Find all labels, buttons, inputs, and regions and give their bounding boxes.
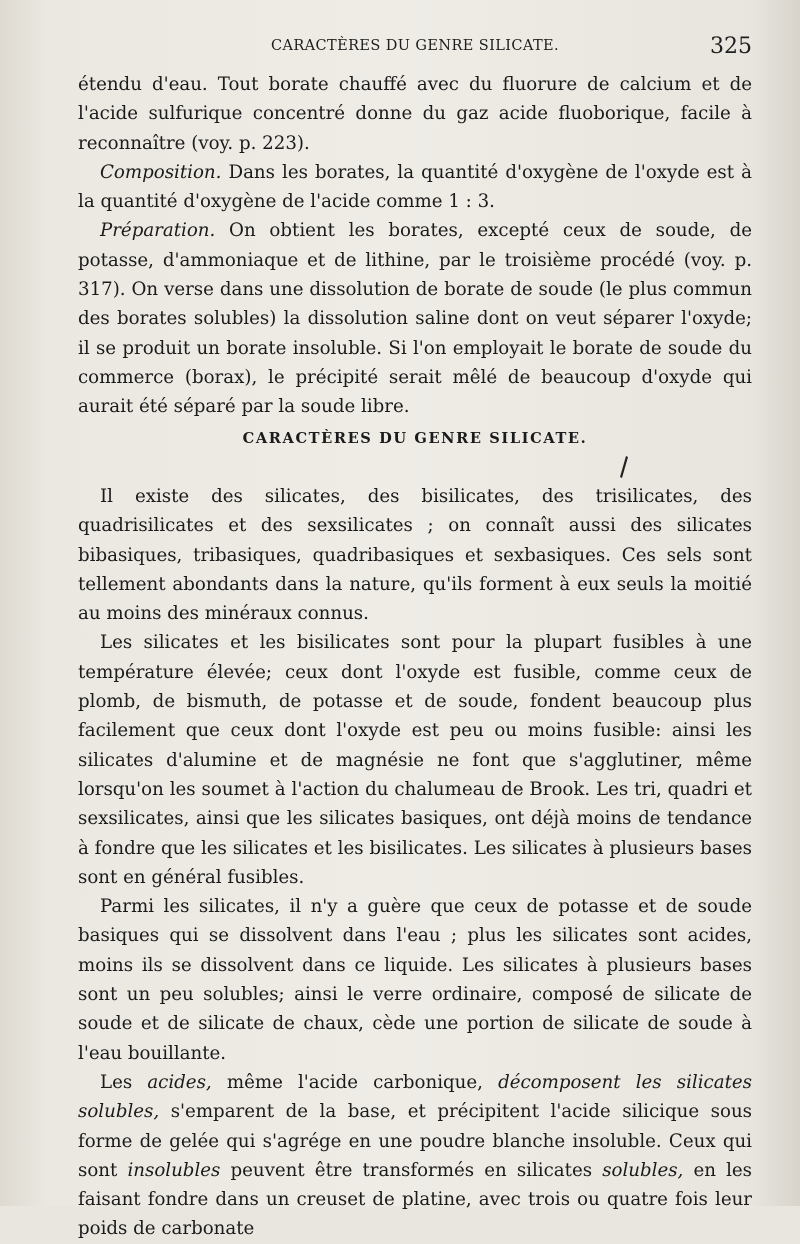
p4-italic-decomposent: décomposent les silicates solubles, [78, 1071, 752, 1123]
p4-italic-solubles: solubles, [602, 1159, 684, 1181]
upper-text-block [78, 70, 752, 422]
silicate-paragraph-1: Il existe des silicates, des bisilicates, des trisilicates, des quadrisilicates et des sexsilicates ; on connaît aussi des silicates bibasiques, tribasiques, quadribasiques et sexbasiques. Ces sels sont tellement abondants dans la nature, qu'ils forment à eux seuls la moitié au moins des minéraux connus. [78, 486, 752, 625]
silicate-paragraph-4 [78, 1068, 752, 1244]
composition-paragraph [78, 158, 752, 217]
section-heading-wrap [78, 430, 752, 447]
section-title: CARACTÈRES DU GENRE SILICATE. [242, 430, 588, 447]
running-title: CARACTÈRES DU GENRE SILICATE. [270, 38, 560, 54]
p4-text-b: même l'acide carbonique, [211, 1071, 499, 1093]
ink-mark [618, 456, 628, 478]
borate-test-paragraph: étendu d'eau. Tout borate chauffé avec du fluorure de calcium et de l'acide sulfurique concentré donne du gaz acide fluoborique, facile à reconnaître (voy. p. 223). [78, 74, 752, 154]
preparation-label: Préparation. [100, 220, 216, 242]
p4-italic-acides: acides, [147, 1071, 212, 1093]
silicate-paragraph-3: Parmi les silicates, il n'y a guère que ceux de potasse et de soude basiques qui se dissolvent dans l'eau ; plus les silicates sont acides, moins ils se dissolvent dans ce liquide. Les silicates à plusieurs bases sont un peu solubles; ainsi le verre ordinaire, composé de silicate de soude et de silicate de chaux, cède une portion de silicate de soude à l'eau bouillante. [78, 896, 752, 1064]
preparation-text: On obtient les borates, excepté ceux de soude, de potasse, d'ammoniaque et de lithine, par le troisième procédé (voy. p. 317). On verse dans une dissolution de borate de soude (le plus commun des borates solubles) la dissolution saline dont on veut séparer l'oxyde; il se produit un borate insoluble. Si l'on employait le borate de soude du commerce (borax), le précipité serait mêlé de beaucoup d'oxyde qui aurait été séparé par la soude libre. [78, 220, 752, 418]
p4-text-c: s'emparent de la base, et précipitent l'acide silicique sous forme de gelée qui s'agrége en une poudre blanche insoluble. Ceux qui sont [78, 1101, 752, 1181]
page-number: 325 [710, 34, 752, 59]
composition-label: Composition. [100, 161, 222, 183]
composition-text: Dans les borates, la quantité d'oxygène de l'oxyde est à la quantité d'oxygène de l'acide comme 1 : 3. [78, 161, 752, 213]
silicate-text-block [78, 482, 752, 1244]
preparation-paragraph [78, 216, 752, 421]
p4-italic-insolubles: insolubles [127, 1159, 221, 1181]
p4-text-d: peuvent être transformés en silicates [220, 1159, 603, 1181]
running-head [78, 34, 752, 62]
silicate-paragraph-2: Les silicates et les bisilicates sont pour la plupart fusibles à une température élevée; ceux dont l'oxyde est fusible, comme ceux de plomb, de bismuth, de potasse et de soude, fondent beaucoup plus facilement que ceux dont l'oxyde est peu ou moins fusible: ainsi les silicates d'alumine et de magnésie ne font que s'agglutiner, même lorsqu'on les soumet à l'action du chalumeau de Brook. Les tri, quadri et sexsilicates, ainsi que les silicates basiques, ont déjà moins de tendance à fondre que les silicates et les bisilicates. Les silicates à plusieurs bases sont en général fusibles. [78, 632, 752, 888]
p4-text-e: en les faisant fondre dans un creuset de platine, avec trois ou quatre fois leur poids de carbonate [78, 1159, 753, 1240]
p4-text-a: Les [100, 1071, 148, 1093]
